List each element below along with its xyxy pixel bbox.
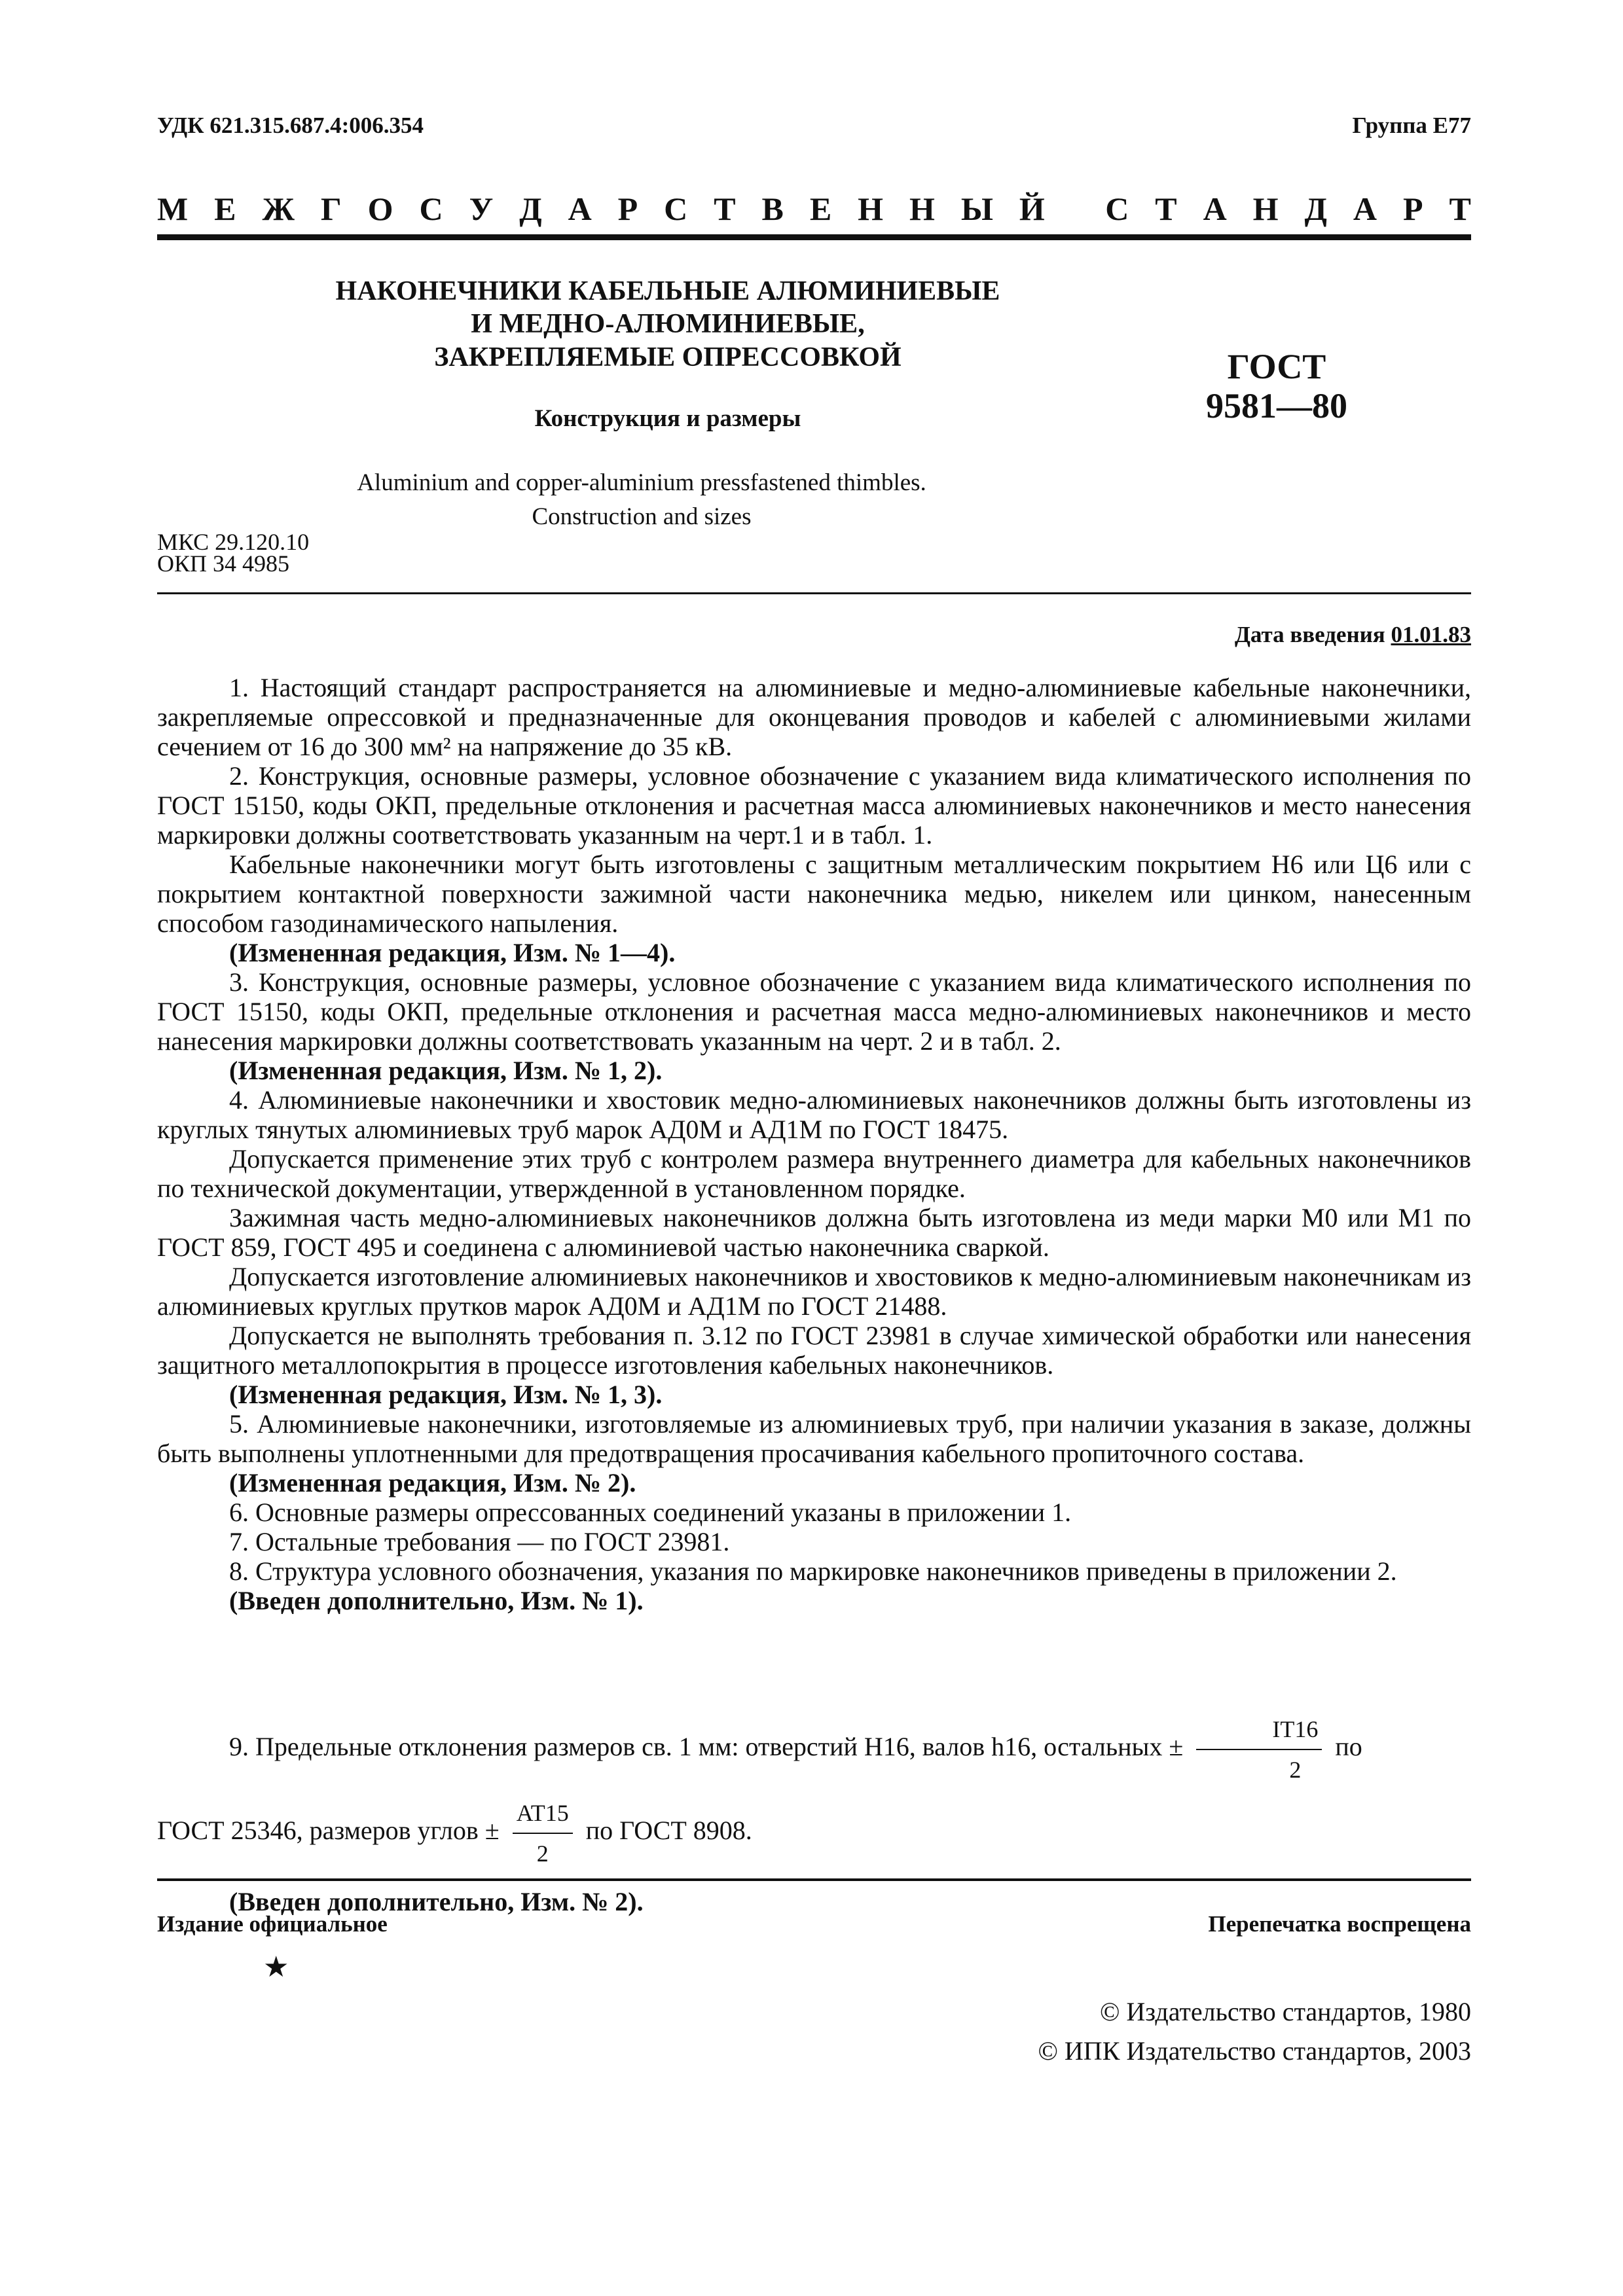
okp-code: ОКП 34 4985 xyxy=(157,550,290,577)
interstate-letter: Т xyxy=(714,190,736,227)
english-title-line-1: Aluminium and copper-aluminium pressfastened thimbles. xyxy=(357,469,926,496)
date-value: 01.01.83 xyxy=(1391,622,1471,647)
fraction-it16-denominator: 2 xyxy=(1289,1757,1302,1783)
body-paragraph: 4. Алюминиевые наконечники и хвостовик медно-алюминиевых наконечников должны быть изготовлены из круглых тянутых алюминиевых труб марок АД0М и АД1М по ГОСТ 18475. xyxy=(157,1085,1471,1144)
body-paragraph: Кабельные наконечники могут быть изготовлены с защитным металлическим покрытием Н6 или Ц6 или с покрытием контактной поверхности зажимной части наконечника медью, никелем или цинком, нанесенным способом газодинамического напыления. xyxy=(157,850,1471,938)
gost-designation xyxy=(1172,347,1381,426)
interstate-letter: Н xyxy=(858,190,884,227)
interstate-letter: Т xyxy=(1449,190,1471,227)
item-9-line-1 xyxy=(157,1710,1471,1789)
mks-code: МКС 29.120.10 xyxy=(157,529,310,555)
interstate-letter: О xyxy=(367,190,393,227)
fraction-it16-numerator: IT16 xyxy=(1196,1710,1322,1750)
title-line-3: ЗАКРЕПЛЯЕМЫЕ ОПРЕССОВКОЙ xyxy=(434,342,902,372)
fraction-at15 xyxy=(513,1793,573,1873)
body-paragraph: Допускается изготовление алюминиевых наконечников и хвостовиков к медно-алюминиевым наконечникам из алюминиевых круглых прутков марок АД0М и АД1М по ГОСТ 21488. xyxy=(157,1262,1471,1321)
interstate-letter: М xyxy=(157,190,189,227)
item-9 xyxy=(157,1710,1471,1917)
body-paragraph: 6. Основные размеры опрессованных соединений указаны в приложении 1. xyxy=(229,1498,1072,1527)
fraction-at15-numerator: AT15 xyxy=(513,1793,573,1834)
interstate-letter: Н xyxy=(909,190,935,227)
introduction-date xyxy=(1235,622,1471,648)
document-body xyxy=(157,673,1471,1615)
classification-codes xyxy=(157,531,309,575)
interstate-letter: Е xyxy=(809,190,832,227)
body-paragraph: (Измененная редакция, Изм. № 1, 2). xyxy=(229,1056,663,1085)
interstate-letter: С xyxy=(419,190,443,227)
interstate-standard-heading xyxy=(157,190,1471,228)
reprint-prohibited-label: Перепечатка воспрещена xyxy=(1208,1911,1471,1937)
document-title xyxy=(249,275,1087,374)
fraction-it16 xyxy=(1196,1710,1322,1789)
interstate-letter: А xyxy=(1203,190,1227,227)
interstate-letter: Ж xyxy=(262,190,295,227)
item-9-line-2 xyxy=(157,1793,1471,1873)
interstate-letter: Р xyxy=(1402,190,1423,227)
english-title-line-2: Construction and sizes xyxy=(532,503,752,530)
interstate-letter xyxy=(1071,190,1080,228)
interstate-letter: С xyxy=(1105,190,1129,227)
interstate-letter: А xyxy=(1353,190,1377,227)
item-9-note: (Введен дополнительно, Изм. № 2). xyxy=(229,1887,644,1916)
item-9-text-3: ГОСТ 25346, размеров углов ± xyxy=(157,1816,500,1846)
body-paragraph: 5. Алюминиевые наконечники, изготовляемые из алюминиевых труб, при наличии указания в заказе, должны быть выполнены уплотненными для предотвращения просачивания кабельного пропиточного состава. xyxy=(157,1409,1471,1468)
interstate-letter: Д xyxy=(1304,190,1327,227)
official-edition-label: Издание официальное xyxy=(157,1911,388,1937)
item-9-text-2: по xyxy=(1335,1732,1362,1762)
item-9-text-1: 9. Предельные отклонения размеров св. 1 мм: отверстий Н16, валов h16, остальных ± xyxy=(229,1732,1184,1762)
interstate-letter: У xyxy=(469,190,494,227)
interstate-letter: Е xyxy=(214,190,236,227)
body-paragraph: 2. Конструкция, основные размеры, условное обозначение с указанием вида климатического исполнения по ГОСТ 15150, коды ОКП, предельные отклонения и расчетная масса алюминиевых наконечников и место нанесения маркировки должны соответствовать указанным на черт.1 и в табл. 1. xyxy=(157,761,1471,850)
english-title xyxy=(249,466,1034,534)
group-code: Группа Е77 xyxy=(1352,113,1471,138)
interstate-letter: Н xyxy=(1252,190,1279,227)
interstate-letter: А xyxy=(568,190,592,227)
udk-code: УДК 621.315.687.4:006.354 xyxy=(157,113,424,138)
title-line-2: И МЕДНО-АЛЮМИНИЕВЫЕ, xyxy=(471,309,865,340)
document-subtitle: Конструкция и размеры xyxy=(534,405,801,432)
interstate-letter: С xyxy=(664,190,688,227)
body-paragraph: (Измененная редакция, Изм. № 1—4). xyxy=(229,938,676,967)
star-icon: ★ xyxy=(263,1951,289,1983)
interstate-letter: Р xyxy=(617,190,638,227)
copyright-2003: © ИПК Издательство стандартов, 2003 xyxy=(1038,2036,1471,2066)
gost-number: 9581—80 xyxy=(1206,386,1347,426)
body-paragraph: 7. Остальные требования — по ГОСТ 23981. xyxy=(229,1527,730,1556)
gost-label: ГОСТ xyxy=(1227,347,1326,386)
interstate-letter: Ы xyxy=(960,190,993,227)
body-paragraph: 1. Настоящий стандарт распространяется на алюминиевые и медно-алюминиевые кабельные наконечники, закрепляемые опрессовкой и предназначенные для оконцевания проводов и кабелей с алюминиевыми жилами сечением от 16 до 300 мм² на напряжение до 35 кВ. xyxy=(157,673,1471,761)
date-label: Дата введения xyxy=(1234,622,1385,647)
bottom-rule xyxy=(157,1878,1471,1881)
interstate-letter: Й xyxy=(1019,190,1045,227)
interstate-letter: Т xyxy=(1155,190,1177,227)
interstate-letter: Д xyxy=(519,190,542,227)
body-paragraph: Зажимная часть медно-алюминиевых наконечников должна быть изготовлена из меди марки М0 или М1 по ГОСТ 859, ГОСТ 495 и соединена с алюминиевой частью наконечника сваркой. xyxy=(157,1203,1471,1262)
body-paragraph: 8. Структура условного обозначения, указания по маркировке наконечников приведены в приложении 2. xyxy=(229,1556,1397,1586)
top-rule xyxy=(157,234,1471,240)
body-paragraph: (Измененная редакция, Изм. № 1, 3). xyxy=(229,1380,663,1409)
title-line-1: НАКОНЕЧНИКИ КАБЕЛЬНЫЕ АЛЮМИНИЕВЫЕ xyxy=(335,276,1000,306)
body-paragraph: Допускается применение этих труб с контролем размера внутреннего диаметра для кабельных наконечников по технической документации, утвержденной в установленном порядке. xyxy=(157,1144,1471,1203)
item-9-text-4: по ГОСТ 8908. xyxy=(585,1816,752,1846)
copyright-1980: © Издательство стандартов, 1980 xyxy=(1099,1997,1471,2026)
middle-rule xyxy=(157,592,1471,594)
body-paragraph: Допускается не выполнять требования п. 3.12 по ГОСТ 23981 в случае химической обработки или нанесения защитного металлопокрытия в процессе изготовления кабельных наконечников. xyxy=(157,1321,1471,1380)
fraction-at15-denominator: 2 xyxy=(536,1840,549,1867)
body-paragraph: 3. Конструкция, основные размеры, условное обозначение с указанием вида климатического исполнения по ГОСТ 15150, коды ОКП, предельные отклонения и расчетная масса медно-алюминиевых наконечников и место нанесения маркировки должны соответствовать указанным на черт. 2 и в табл. 2. xyxy=(157,967,1471,1056)
interstate-letter: Г xyxy=(320,190,342,227)
body-paragraph: (Измененная редакция, Изм. № 2). xyxy=(229,1468,636,1498)
body-paragraph: (Введен дополнительно, Изм. № 1). xyxy=(229,1586,644,1615)
interstate-letter: В xyxy=(761,190,784,227)
